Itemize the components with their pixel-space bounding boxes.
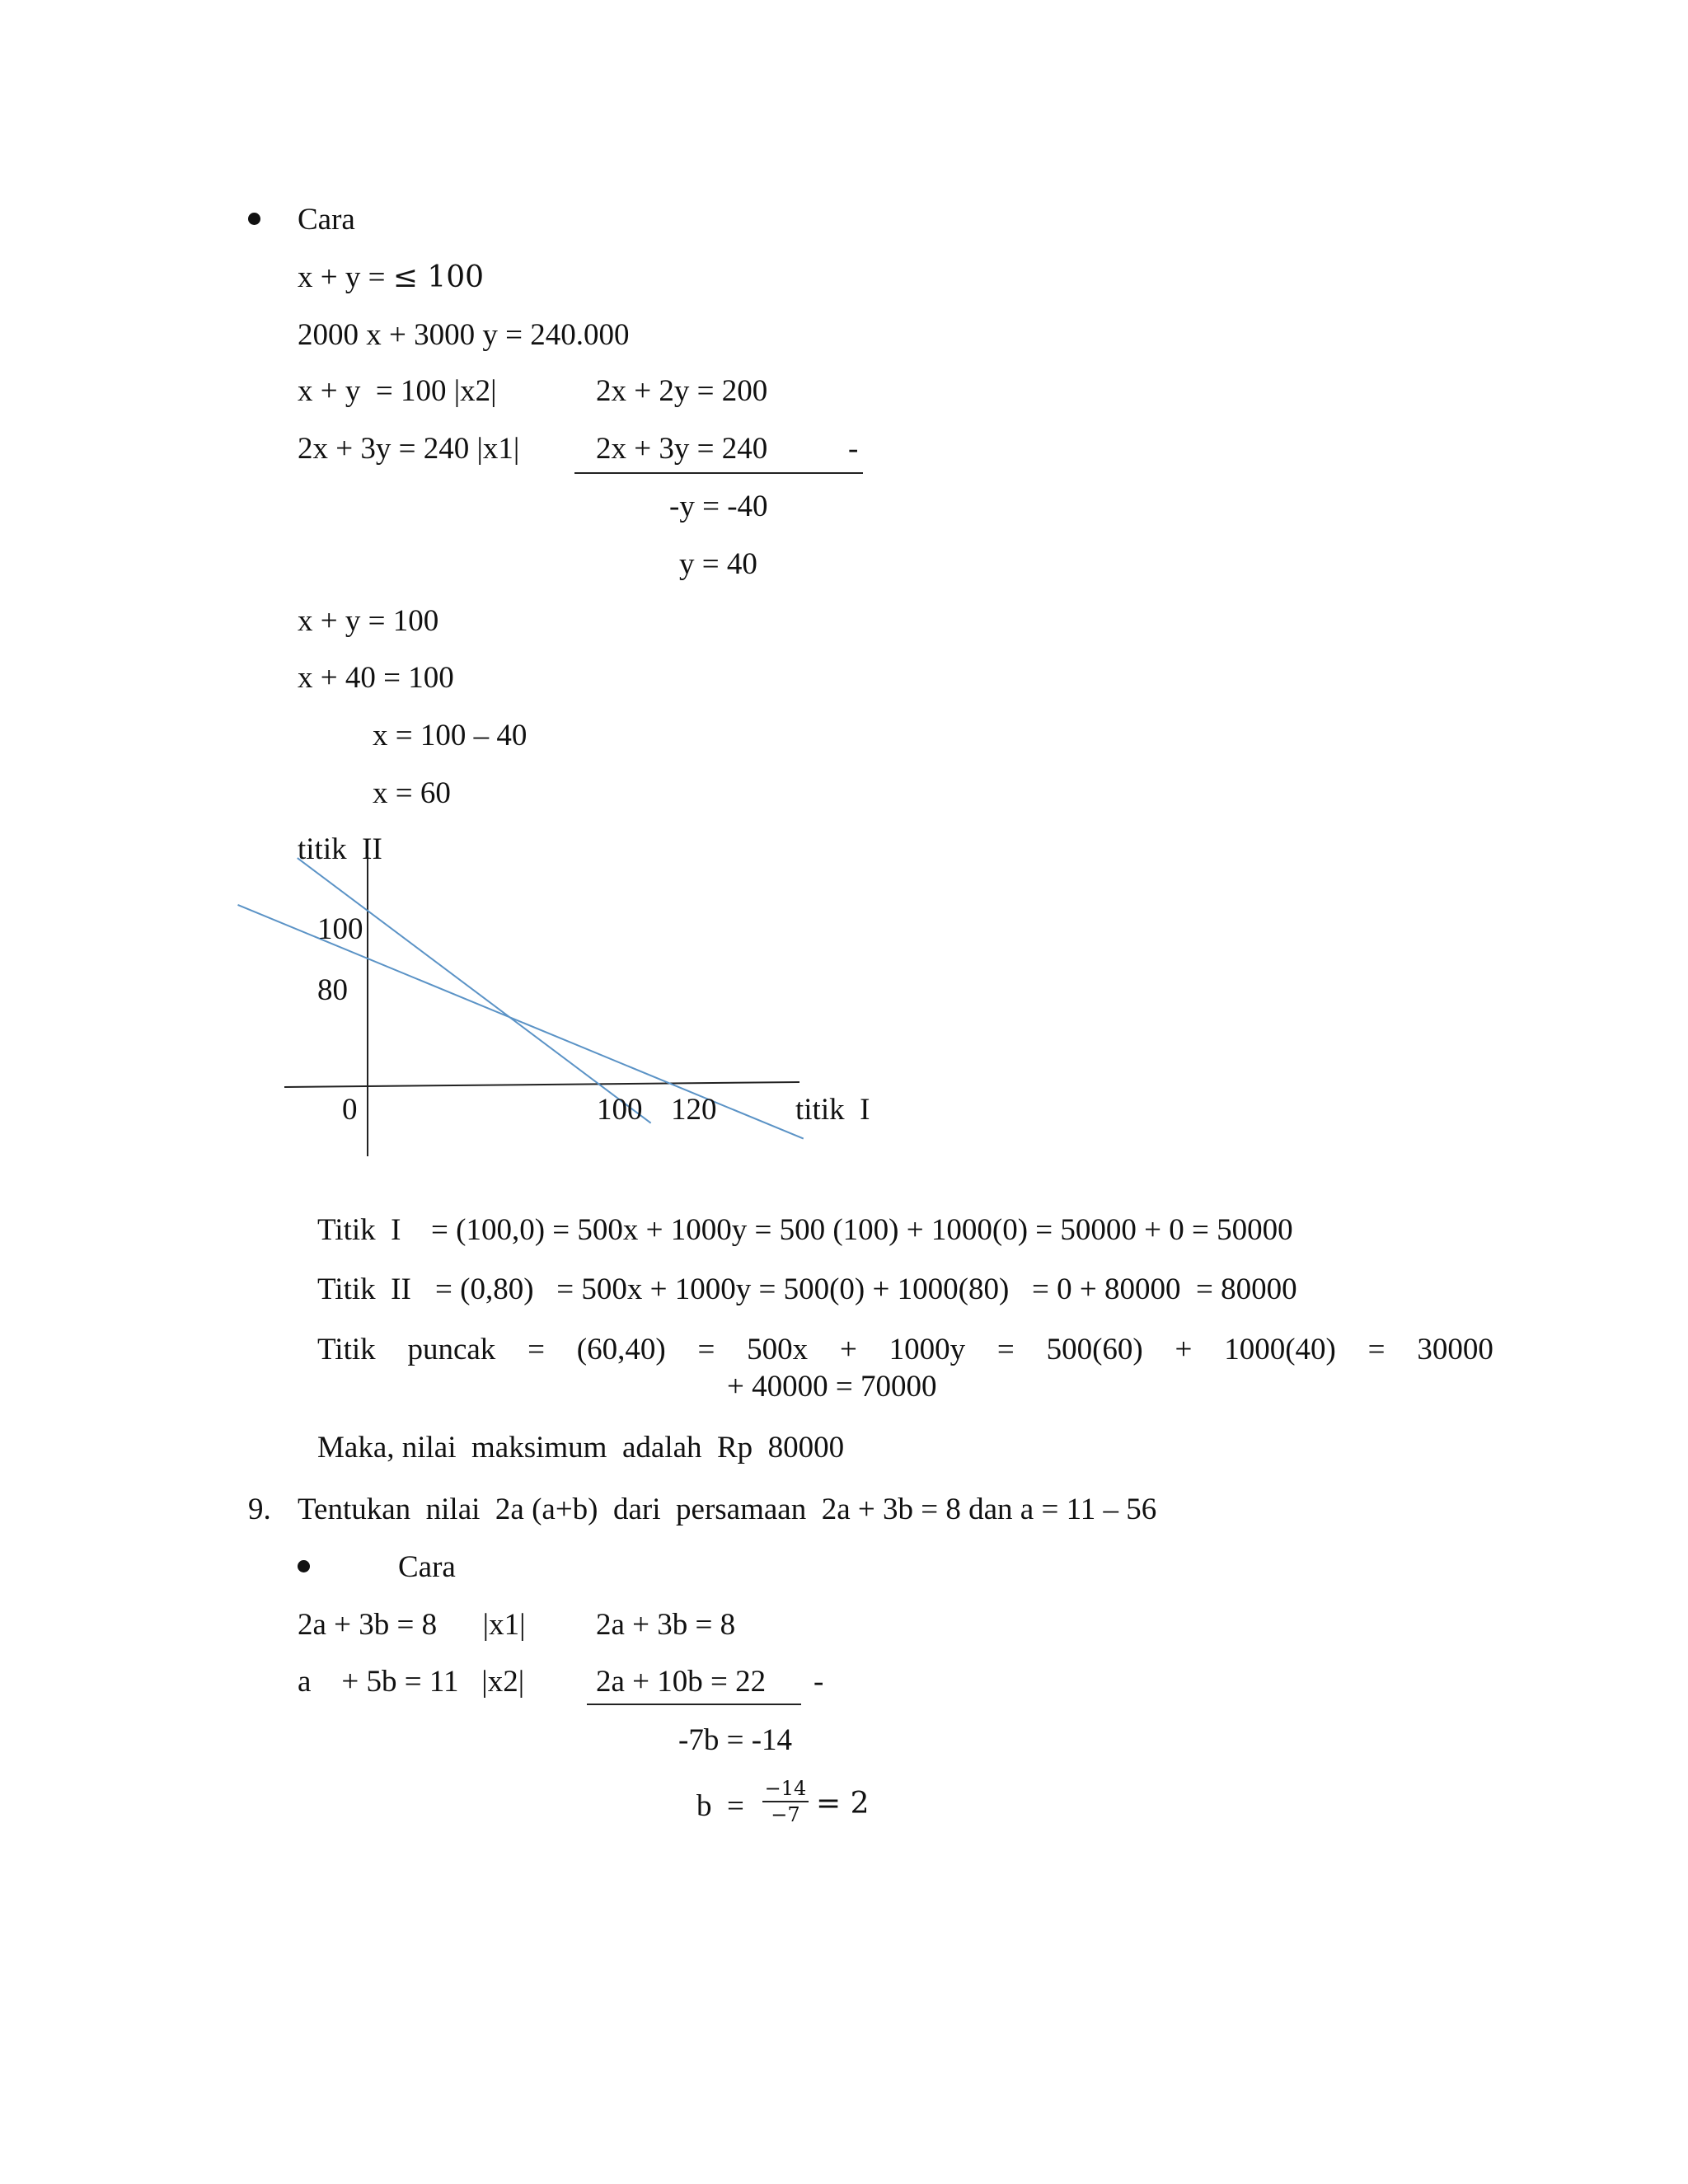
titik-1-expr: = (100,0) = 500x + 1000y = 500 (100) + 1000(0) = 50000 + 0 = 50000 <box>431 1213 1293 1247</box>
puncak-part: 500x <box>747 1333 809 1366</box>
q9-line-4-b: b = <box>696 1789 744 1823</box>
conclusion: Maka, nilai maksimum adalah Rp 80000 <box>317 1431 845 1465</box>
question-text: Tentukan nilai 2a (a+b) dari persamaan 2a + 3b = 8 dan a = 11 – 56 <box>298 1493 1157 1526</box>
puncak-part: 500(60) <box>1046 1333 1143 1366</box>
x-axis <box>284 1082 799 1087</box>
x-tick-100: 100 <box>597 1093 643 1127</box>
puncak-part: + <box>839 1333 857 1366</box>
line-3-left: x + y = 100 |x2| <box>298 374 497 408</box>
origin-label: 0 <box>342 1093 358 1127</box>
puncak-part: 30000 <box>1417 1333 1493 1366</box>
line-9: x = 100 – 40 <box>373 719 528 752</box>
minus-sign-2: - <box>814 1665 824 1699</box>
puncak-part: Titik <box>317 1333 376 1366</box>
titik-1-label: Titik I <box>317 1213 401 1247</box>
q9-line-1-right: 2a + 3b = 8 <box>596 1608 736 1642</box>
titik-2-expr: = (0,80) = 500x + 1000y = 500(0) + 1000(80) = 0 + 80000 = 80000 <box>435 1272 1297 1306</box>
x-tick-120: 120 <box>671 1093 717 1127</box>
question-number: 9. <box>248 1493 271 1526</box>
puncak-part: = <box>996 1333 1015 1366</box>
titik-puncak-line <box>317 1334 1493 1365</box>
y-tick-80: 80 <box>317 973 348 1007</box>
bullet-icon <box>298 1560 310 1572</box>
cara-heading-2: Cara <box>398 1550 456 1584</box>
line-2: 2000 x + 3000 y = 240.000 <box>298 318 630 352</box>
fraction-numerator: −14 <box>764 1777 807 1800</box>
fraction-bar <box>762 1801 809 1802</box>
puncak-part: = <box>528 1333 545 1366</box>
line-1-math: ≤ 100 <box>392 260 485 294</box>
line-4-left: 2x + 3y = 240 |x1| <box>298 432 520 466</box>
puncak-part: = <box>1367 1333 1386 1366</box>
line-1-text: x + y = <box>298 260 393 294</box>
y-tick-100: 100 <box>317 912 363 946</box>
puncak-part: = <box>697 1333 715 1366</box>
line-10: x = 60 <box>373 776 451 810</box>
line-7: x + y = 100 <box>298 604 439 638</box>
cara-heading: Cara <box>298 203 355 237</box>
series-line-1 <box>298 858 651 1127</box>
line-5: -y = -40 <box>669 490 768 523</box>
puncak-part: (60,40) <box>576 1333 666 1366</box>
titik-2-label: Titik II <box>317 1272 411 1306</box>
line-8: x + 40 = 100 <box>298 661 454 695</box>
line-3-right: 2x + 2y = 200 <box>596 374 768 408</box>
line-6: y = 40 <box>679 547 757 581</box>
q9-line-1-left: 2a + 3b = 8 |x1| <box>298 1608 526 1642</box>
puncak-part: puncak <box>407 1333 496 1366</box>
puncak-part: + <box>1175 1333 1193 1366</box>
x-axis-title: titik I <box>795 1093 870 1127</box>
graph-y-title: titik II <box>298 832 382 866</box>
fraction <box>762 1779 809 1825</box>
q9-line-2-right: 2a + 10b = 22 <box>596 1665 767 1699</box>
fraction-denominator: −7 <box>771 1803 800 1826</box>
titik-puncak-continuation: + 40000 = 70000 <box>727 1370 937 1404</box>
puncak-part: 1000y <box>889 1333 966 1366</box>
q9-line-2-left: a + 5b = 11 |x2| <box>298 1665 525 1699</box>
q9-line-3: -7b = -14 <box>678 1723 793 1757</box>
minus-sign: - <box>848 432 859 466</box>
q9-line-4-result: = 2 <box>816 1787 870 1821</box>
puncak-part: 1000(40) <box>1224 1333 1336 1366</box>
divider-line-2 <box>587 1704 801 1705</box>
line-4-right: 2x + 3y = 240 <box>596 432 768 466</box>
